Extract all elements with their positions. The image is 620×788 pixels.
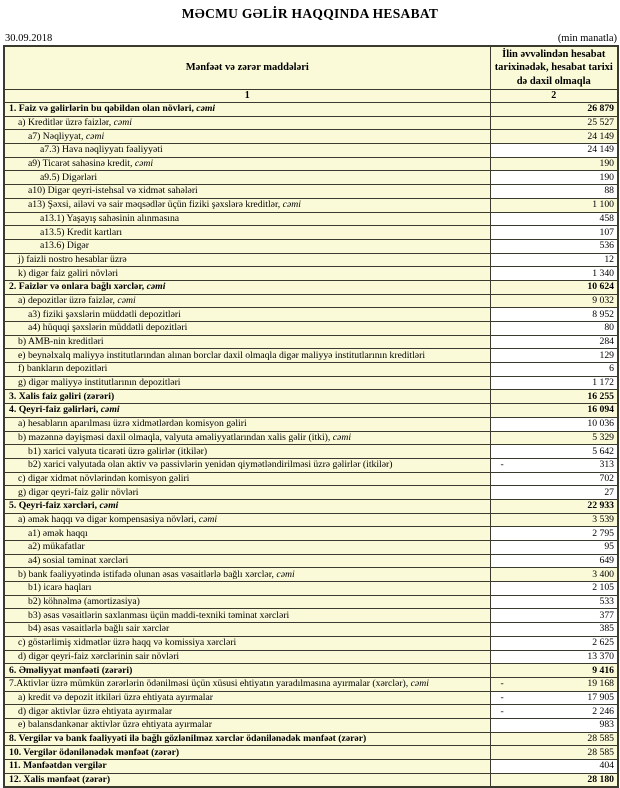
table-row	[4, 349, 618, 363]
row-value	[490, 116, 618, 130]
row-value	[490, 294, 618, 308]
row-label-text: a9) Ticarət sahəsinə kredit,	[28, 158, 135, 170]
row-value	[490, 568, 618, 582]
row-value-text: 28 585	[587, 732, 614, 744]
row-label-italic-suffix: cəmi	[276, 568, 295, 580]
row-value-text: 5 642	[592, 445, 614, 457]
table-row	[4, 595, 618, 609]
table-row	[4, 417, 618, 431]
row-label-italic-suffix: cəmi	[146, 281, 166, 293]
row-value	[490, 417, 618, 431]
row-value	[490, 732, 618, 746]
row-value-text: 88	[604, 185, 614, 197]
table-row	[4, 212, 618, 226]
row-value	[490, 513, 618, 527]
header-row	[4, 46, 618, 90]
row-label-italic-suffix: cəmi	[85, 130, 105, 142]
row-value	[490, 103, 618, 117]
row-value-text: 28 585	[587, 746, 614, 758]
row-label-italic-suffix: cəmi	[196, 103, 216, 115]
minus-sign: -	[500, 691, 504, 703]
row-label-text: a10) Digər qeyri-istehsal və xidmət sahələri	[28, 185, 198, 197]
row-value-text: 95	[604, 541, 614, 553]
table-row	[4, 144, 618, 158]
row-value-text: 313	[599, 459, 614, 471]
row-label	[4, 650, 490, 664]
row-value	[490, 171, 618, 185]
table-row	[4, 527, 618, 541]
row-label-text: 8. Vergilər və bank fəaliyyəti ilə bağlı gözlənilməz xərclər ödənilənədək mənfəət (zərər)	[9, 732, 367, 744]
row-label-text: a7) Nəqliyyat,	[28, 130, 86, 142]
row-label-text: a4) hüquqi şəxslərin müddətli depozitləri	[28, 322, 188, 334]
row-label-text: d) digər aktivlər üzrə ehtiyata ayırmalar	[18, 705, 173, 717]
row-label-text: b4) əsas vəsaitlərlə bağlı sair xərclər	[28, 623, 170, 635]
row-label-text: 11. Mənfəətdən vergilər	[9, 760, 107, 772]
row-label-italic-suffix: cəmi	[282, 199, 301, 211]
table-row	[4, 445, 618, 459]
table-row	[4, 226, 618, 240]
row-label	[4, 404, 490, 418]
row-label-text: b2) xarici valyutada olan aktiv və passivlərin yenidən qiymətləndirilməsi üzrə gəlirlər (itkilər)	[28, 459, 393, 471]
row-label	[4, 486, 490, 500]
row-label	[4, 253, 490, 267]
row-label-text: 12. Xalis mənfəət (zərər)	[9, 774, 111, 786]
row-value-text: 16 255	[587, 390, 614, 402]
row-value	[490, 349, 618, 363]
row-label-text: a13) Şəxsi, ailəvi və sair məqsədlər üçün fiziki şəxslərə kreditlər,	[28, 199, 283, 211]
row-value-text: 10 036	[587, 418, 614, 430]
row-label-text: a3) fiziki şəxslərin müddətli depozitləri	[28, 308, 181, 320]
row-value	[490, 677, 618, 691]
row-value	[490, 595, 618, 609]
table-row	[4, 650, 618, 664]
row-value	[490, 226, 618, 240]
row-label-italic-suffix: cəmi	[99, 500, 119, 512]
row-label-text: c) digər xidmət növlərindən komisyon gəliri	[18, 472, 190, 484]
row-value-text: 129	[599, 349, 614, 361]
row-label	[4, 144, 490, 158]
row-value-text: 649	[599, 555, 614, 567]
row-label-text: a4) sosial təminat xərcləri	[28, 555, 129, 567]
row-value	[490, 239, 618, 253]
row-value-text: 1 340	[592, 267, 614, 279]
column-number-2: 2	[490, 90, 618, 103]
row-value-text: 17 905	[587, 691, 614, 703]
row-label	[4, 691, 490, 705]
row-value-text: 19 168	[587, 678, 614, 690]
row-value	[490, 650, 618, 664]
table-row	[4, 294, 618, 308]
row-label-italic-suffix: cəmi	[198, 513, 218, 525]
table-row	[4, 253, 618, 267]
table-row	[4, 554, 618, 568]
table-row	[4, 103, 618, 117]
row-value-text: 702	[599, 472, 614, 484]
table-row	[4, 773, 618, 787]
report-date: 30.09.2018	[5, 33, 53, 44]
row-label	[4, 458, 490, 472]
table-row	[4, 185, 618, 199]
row-label	[4, 677, 490, 691]
row-label-text: e) beynəlxalq maliyyə institutlarından alınan borclar daxil olmaqla digər maliyyə institutlarının kreditləri	[18, 349, 426, 361]
row-value	[490, 705, 618, 719]
row-label	[4, 130, 490, 144]
row-label-text: g) digər maliyyə institutlarının depozitləri	[18, 377, 181, 389]
row-label-text: a13.1) Yaşayış sahəsinin alınmasına	[40, 212, 180, 224]
row-label	[4, 267, 490, 281]
row-value-text: 6	[609, 363, 614, 375]
row-value	[490, 691, 618, 705]
table-row	[4, 718, 618, 732]
row-value-text: 8 952	[592, 308, 614, 320]
table-row	[4, 130, 618, 144]
row-label-text: g) digər qeyri-faiz gəlir növləri	[18, 486, 139, 498]
row-label-text: b) məzənnə dəyişməsi daxil olmaqla, valyuta əməliyyatlarından xalis gəlir (itki),	[18, 431, 333, 443]
table-row	[4, 513, 618, 527]
row-label-text: a) hesabların aparılması üzrə xidmətlərdən komisyon gəliri	[18, 418, 247, 430]
row-value	[490, 541, 618, 555]
row-value-text: 28 180	[587, 774, 614, 786]
row-value-text: 13 370	[587, 650, 614, 662]
row-value-text: 536	[599, 240, 614, 252]
row-value	[490, 472, 618, 486]
row-value	[490, 582, 618, 596]
row-label	[4, 322, 490, 336]
row-value	[490, 390, 618, 404]
table-row	[4, 636, 618, 650]
table-row	[4, 280, 618, 294]
row-label-italic-suffix: cəmi	[100, 404, 120, 416]
row-value	[490, 280, 618, 294]
row-label	[4, 732, 490, 746]
row-label	[4, 308, 490, 322]
row-label	[4, 499, 490, 513]
row-label	[4, 582, 490, 596]
column-number-row	[4, 90, 618, 103]
row-label-italic-suffix: cəmi	[113, 117, 132, 129]
row-label	[4, 390, 490, 404]
row-value	[490, 718, 618, 732]
row-value-text: 1 172	[592, 377, 614, 389]
row-label	[4, 417, 490, 431]
row-value-text: 2 246	[592, 705, 614, 717]
row-label-text: f) bankların depozitləri	[18, 363, 108, 375]
row-label-text: k) digər faiz gəliri növləri	[18, 267, 119, 279]
table-row	[4, 746, 618, 760]
table-row	[4, 582, 618, 596]
row-value	[490, 773, 618, 787]
row-label-italic-suffix: cəmi	[332, 431, 352, 443]
row-label-italic-suffix: cəmi	[117, 294, 136, 306]
row-value	[490, 527, 618, 541]
row-value	[490, 376, 618, 390]
row-label-text: b) AMB-nin kreditləri	[18, 336, 104, 348]
row-label	[4, 198, 490, 212]
table-row	[4, 157, 618, 171]
row-label	[4, 527, 490, 541]
row-value	[490, 664, 618, 678]
row-label-text: 5. Qeyri-faiz xərcləri,	[9, 500, 100, 512]
row-label	[4, 335, 490, 349]
row-value-text: 12	[604, 253, 614, 265]
row-label-text: b1) icarə haqları	[28, 582, 92, 594]
row-value-text: 2 795	[592, 527, 614, 539]
table-row	[4, 664, 618, 678]
row-label	[4, 664, 490, 678]
row-value-text: 385	[599, 623, 614, 635]
table-row	[4, 486, 618, 500]
row-label	[4, 376, 490, 390]
row-value-text: 22 933	[587, 500, 614, 512]
table-row	[4, 308, 618, 322]
table-row	[4, 363, 618, 377]
row-value-text: 458	[599, 212, 614, 224]
row-label	[4, 718, 490, 732]
row-label	[4, 760, 490, 774]
row-value	[490, 130, 618, 144]
row-label	[4, 609, 490, 623]
table-row	[4, 198, 618, 212]
row-value-text: 10 624	[587, 281, 614, 293]
row-label-text: b2) köhnəlmə (amortizasiya)	[28, 596, 140, 608]
row-value	[490, 486, 618, 500]
row-value	[490, 212, 618, 226]
table-row	[4, 322, 618, 336]
row-value	[490, 185, 618, 199]
row-label-text: e) balansdankənar aktivlər üzrə ehtiyata ayırmalar	[18, 719, 212, 731]
row-label-text: a) depozitlər üzrə faizlər,	[18, 294, 118, 306]
row-label	[4, 746, 490, 760]
row-label-text: b) bank fəaliyyətində istifadə olunan əsas vəsaitlərlə bağlı xərclər,	[18, 568, 277, 580]
row-value-text: 377	[599, 609, 614, 621]
column-header-items: Mənfəət və zərər maddələri	[4, 46, 490, 90]
row-label	[4, 103, 490, 117]
row-label-text: j) faizli nostro hesablar üzrə	[18, 253, 127, 265]
table-row	[4, 677, 618, 691]
row-value-text: 190	[599, 158, 614, 170]
table-row	[4, 404, 618, 418]
table-row	[4, 335, 618, 349]
row-value	[490, 554, 618, 568]
row-label	[4, 157, 490, 171]
row-value	[490, 267, 618, 281]
row-value-text: 26 879	[587, 103, 614, 115]
row-label-text: a13.6) Digər	[40, 240, 89, 252]
row-value-text: 9 416	[592, 664, 614, 676]
row-value	[490, 746, 618, 760]
row-label	[4, 116, 490, 130]
table-body	[4, 103, 618, 788]
minus-sign: -	[500, 705, 504, 717]
table-row	[4, 458, 618, 472]
row-value-text: 107	[599, 226, 614, 238]
row-value	[490, 458, 618, 472]
row-value-text: 24 149	[587, 144, 614, 156]
row-value-text: 24 149	[587, 130, 614, 142]
row-value-text: 3 539	[592, 513, 614, 525]
table-row	[4, 760, 618, 774]
row-value-text: 3 400	[592, 568, 614, 580]
row-label-text: b3) əsas vəsaitlərin saxlanması üçün maddi-texniki təminat xərcləri	[28, 609, 290, 621]
table-row	[4, 267, 618, 281]
table-row	[4, 691, 618, 705]
table-row	[4, 609, 618, 623]
row-label	[4, 568, 490, 582]
row-label	[4, 431, 490, 445]
row-value-text: 190	[599, 171, 614, 183]
column-header-period: İlin əvvəlindən hesabat tarixinədək, hesabat tarixi də daxil olmaqla	[490, 46, 618, 90]
row-value-text: 5 329	[592, 431, 614, 443]
row-value	[490, 198, 618, 212]
table-row	[4, 623, 618, 637]
row-label-text: 3. Xalis faiz gəliri (zərəri)	[9, 390, 115, 402]
row-label	[4, 239, 490, 253]
row-value	[490, 760, 618, 774]
row-value	[490, 322, 618, 336]
row-label-text: 10. Vergilər ödənilənədək mənfəət (zərər)	[9, 746, 180, 758]
row-label	[4, 554, 490, 568]
table-row	[4, 705, 618, 719]
table-row	[4, 431, 618, 445]
row-label-text: a2) mükafatlar	[28, 541, 85, 553]
row-value-text: 533	[599, 596, 614, 608]
row-value	[490, 157, 618, 171]
row-value	[490, 445, 618, 459]
row-value-text: 2 105	[592, 582, 614, 594]
row-label-text: b1) xarici valyuta ticarəti üzrə gəlirlər (itkilər)	[28, 445, 208, 457]
row-value	[490, 363, 618, 377]
unit-note: (min manatla)	[557, 33, 617, 44]
row-label-text: a) əmək haqqı və digər kompensasiya növləri,	[18, 513, 199, 525]
table-row	[4, 116, 618, 130]
page-title: MƏCMU GƏLİR HAQQINDA HESABAT	[181, 6, 439, 21]
row-label	[4, 513, 490, 527]
row-label-text: a1) əmək haqqı	[28, 527, 88, 539]
row-label-italic-suffix: cəmi	[134, 158, 154, 170]
row-label-text: 2. Faizlər və onlara bağlı xərclər,	[9, 281, 147, 293]
row-value-text: 80	[604, 322, 614, 334]
income-statement-table	[3, 45, 619, 788]
table-row	[4, 568, 618, 582]
row-label	[4, 349, 490, 363]
table-row	[4, 390, 618, 404]
row-label	[4, 294, 490, 308]
report-meta	[3, 28, 617, 44]
row-label-text: a7.3) Hava nəqliyyatı fəaliyyəti	[40, 144, 163, 156]
minus-sign: -	[500, 459, 504, 471]
table-row	[4, 541, 618, 555]
row-label-text: a) Kreditlər üzrə faizlər,	[18, 117, 114, 129]
column-number-1: 1	[4, 90, 490, 103]
row-value	[490, 144, 618, 158]
row-value-text: 27	[604, 486, 614, 498]
table-row	[4, 732, 618, 746]
row-value	[490, 623, 618, 637]
row-value	[490, 609, 618, 623]
row-label-text: c) göstərlimiş xidmətlər üzrə haqq və komissiya xərcləri	[18, 637, 237, 649]
row-label	[4, 226, 490, 240]
row-value	[490, 636, 618, 650]
row-label	[4, 705, 490, 719]
table-row	[4, 171, 618, 185]
row-value	[490, 499, 618, 513]
row-label-text: a) kredit və depozit itkiləri üzrə ehtiyata ayırmalar	[18, 691, 214, 703]
row-label	[4, 636, 490, 650]
row-label	[4, 280, 490, 294]
row-label	[4, 363, 490, 377]
row-value	[490, 253, 618, 267]
row-value-text: 16 094	[587, 404, 614, 416]
row-label-text: a13.5) Kredit kartları	[40, 226, 123, 238]
row-value-text: 1 100	[592, 199, 614, 211]
row-label	[4, 171, 490, 185]
row-value	[490, 335, 618, 349]
row-value-text: 404	[599, 760, 614, 772]
row-label	[4, 212, 490, 226]
table-row	[4, 472, 618, 486]
table-row	[4, 499, 618, 513]
row-label	[4, 472, 490, 486]
row-label	[4, 595, 490, 609]
row-value-text: 25 527	[587, 117, 614, 129]
row-label	[4, 623, 490, 637]
row-value-text: 2 625	[592, 637, 614, 649]
row-value	[490, 431, 618, 445]
row-label-text: d) digər qeyri-faiz xərclərinin sair növləri	[18, 650, 180, 662]
row-label	[4, 773, 490, 787]
row-value-text: 9 032	[592, 294, 614, 306]
table-row	[4, 376, 618, 390]
row-label	[4, 541, 490, 555]
table-row	[4, 239, 618, 253]
row-label-text: a9.5) Digərləri	[40, 171, 98, 183]
row-label	[4, 445, 490, 459]
row-label-text: 1. Faiz və gəlirlərin bu qəbildən olan növləri,	[9, 103, 197, 115]
row-label-text: 7.Aktivlər üzrə mümkün zərərlərin ödənilməsi üçün xüsusi ehtiyatın yaradılmasına ayırmalar (xərclər),	[9, 678, 411, 690]
row-label-text: 6. Əməliyyat mənfəəti (zərəri)	[9, 664, 133, 676]
minus-sign: -	[500, 678, 504, 690]
row-label	[4, 185, 490, 199]
row-label-text: 4. Qeyri-faiz gəlirləri,	[9, 404, 101, 416]
row-value-text: 284	[599, 336, 614, 348]
row-value-text: 983	[599, 719, 614, 731]
row-label-italic-suffix: cəmi	[410, 678, 429, 690]
row-value	[490, 308, 618, 322]
row-value	[490, 404, 618, 418]
